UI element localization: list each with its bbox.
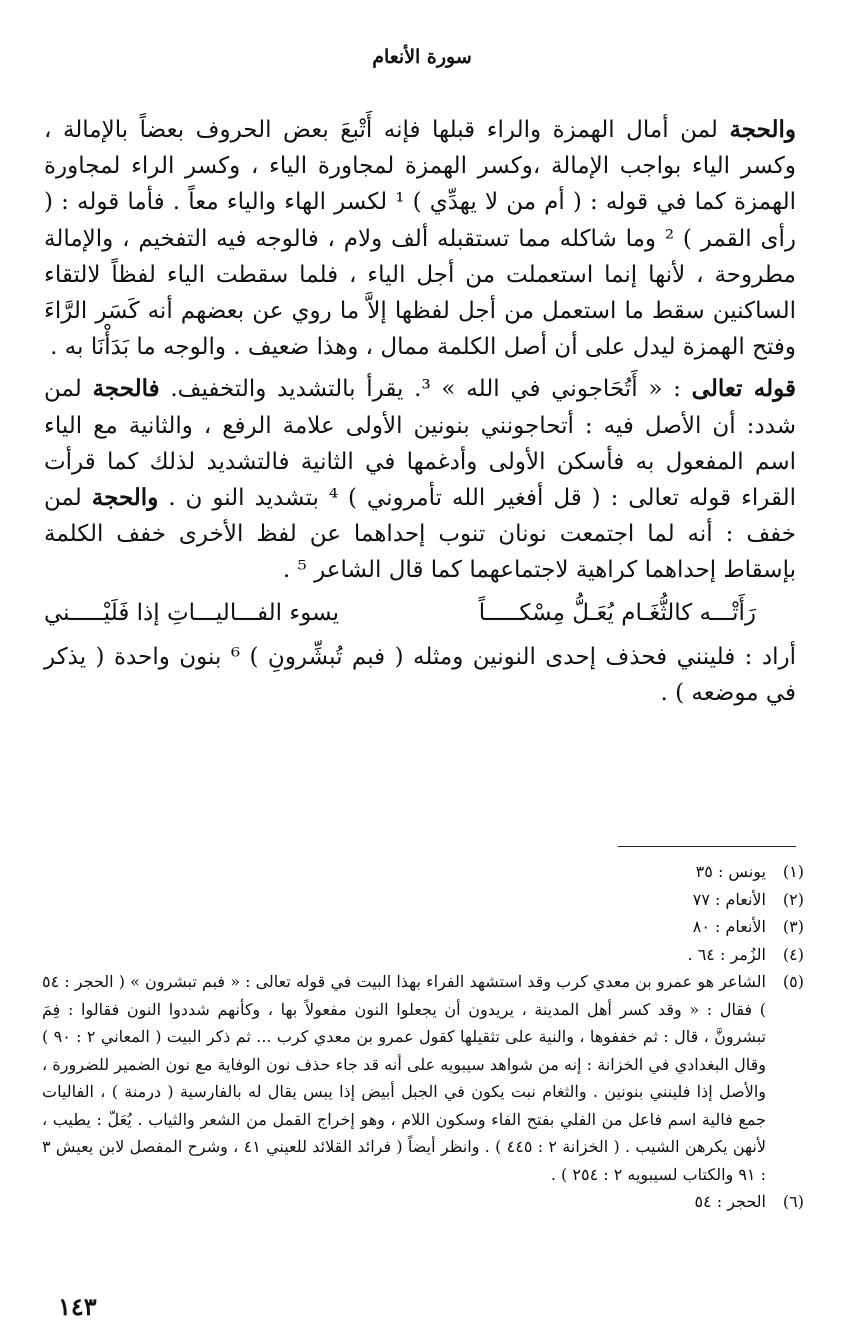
footnote-item <box>42 886 804 914</box>
footnote-number: (٤) <box>782 944 804 964</box>
footnote-number: (٥) <box>782 972 804 991</box>
paragraph-2-lead-b: فالحجة <box>92 375 160 403</box>
footnote-item <box>42 913 804 941</box>
footnote-text: الزُمر : ٦٤ . <box>687 944 766 964</box>
paragraph-2-text-a: : « أَتُحَاجوني في الله » ³. يقرأ بالتشديد والتخفيف. <box>159 376 692 403</box>
verse-first-hemistich: رَأَتْـــه كالثُّغَـام يُعَـلُّ مِسْكـــــاً <box>478 599 756 626</box>
footnote-separator <box>618 846 796 847</box>
footnote-item <box>42 941 804 969</box>
paragraph-2-lead-c: والحجة <box>91 484 159 512</box>
footnote-number: (٣) <box>782 917 804 936</box>
poetry-verse <box>44 595 796 635</box>
paragraph-3-text: أراد : فلينني فحذف إحدى النونين ومثله ( فبم تُبشِّرونِ ) ⁶ بنون واحدة ( يذكر في موضعه ) . <box>44 643 796 706</box>
footnote-text: الشاعر هو عمرو بن معدي كرب وقد استشهد الفراء بهذا البيت في قوله تعالى : « فبم تبشرون » ( الحجر : ٥٤ ) فقال : « وقد كسر أهل المدينة ، يريدون أن يجعلوا النون مفعولاً بها ، وكأنهم شددوا النون فقالوا : فِمَ تبشرونَّ ، قال : ثم خففوها ، والنية على تثقيلها كقول عمرو بن معدي كرب ... ثم ذكر البيت ( المعاني ٢ : ٩٠ ) وقال البغدادي في الخزانة : إنه من شواهد سيبويه على أنه قد جاء حذف نون الوفاية مع نون الضمير للضرورة ، والأصل إذا فلينني بنونين . والثغام نبت يكون في الجبل أبيض إذا يبس يقال له بالفارسية ( درمنة ) ، الفاليات جمع فالية اسم فاعل من الفلي بفتح الفاء وسكون اللام ، وهو إخراج القمل من الشعر والثياب . يُعَلّ : يطيب ، لأنهن يكرهن الشيب . ( الخزانة ٢ : ٤٤٥ ) . وانظر أيضاً ( فرائد القلائد للعيني ٤١ ، وشرح المفصل لابن يعيش ٣ : ٩١ والكتاب لسيبويه ٢ : ٢٥٤ ) . <box>42 972 767 1184</box>
footnote-number: (٢) <box>782 889 804 909</box>
paragraph-2-text-b: لمن شدد: أن الأصل فيه : أتحاجونني بنونين الأولى علامة الرفع ، والثانية مع الياء اسم المفعول به فأسكن الأولى وأدغمها في الثانية فالتشديد لذلك كما قرأت القراء قوله تعالى : ( قل أفغير الله تأمروني ) ⁴ بتشديد النو ن . <box>44 376 796 512</box>
footnote-item <box>42 1188 804 1216</box>
paragraph-2-text-c: لمن خفف : أنه لما اجتمعت نونان تنوب إحداهما عن لفظ الأخرى خفف الكلمة بإسقاط إحداهما كراهية لاجتماعهما كما قال الشاعر ⁵ . <box>44 485 796 584</box>
footnote-item <box>42 968 804 1188</box>
paragraph-2 <box>44 371 796 588</box>
paragraph-1-lead: والحجة <box>729 116 796 143</box>
main-text <box>44 112 796 717</box>
paragraph-2-lead: قوله تعالى <box>691 375 796 403</box>
footnote-text: يونس : ٣٥ <box>695 862 766 881</box>
paragraph-3 <box>44 639 796 711</box>
footnote-text: الحجر : ٥٤ <box>694 1192 766 1211</box>
footnote-text: الأنعام : ٧٧ <box>692 889 766 909</box>
footnotes <box>42 858 804 1216</box>
footnote-item <box>42 858 804 886</box>
running-header: سورة الأنعام <box>372 46 472 68</box>
verse-second-hemistich: يسوء الفـــاليـــاتِ إذا فَلَيْـــــني <box>44 599 340 626</box>
footnote-number: (١) <box>782 862 804 881</box>
page-number: ١٤٣ <box>58 1292 97 1321</box>
paragraph-1 <box>44 112 796 365</box>
footnote-text: الأنعام : ٨٠ <box>692 917 766 936</box>
footnote-number: (٦) <box>782 1192 804 1211</box>
paragraph-1-text: لمن أمال الهمزة والراء قبلها فإنه أَتْبعَ بعض الحروف بعضاً بالإمالة ، وكسر الياء بواجب الإمالة ،وكسر الهمزة لمجاورة الياء ، وكسر الراء لمجاورة الهمزة كما في قوله : ( أم من لا يهدِّي ) ¹ لكسر الهاء والياء معاً . فأما قوله : ( رأى القمر ) ² وما شاكله مما تستقبله ألف ولام ، فالوجه فيه التفخيم ، والإمالة مطروحة ، لأنها إنما استعملت من أجل الياء ، فلما سقطت الياء لفظاً لالتقاء الساكنين سقط ما استعمل من أجل لفظها إلاَّ ما روي عن بعضهم أنه كَسَر الرَّاءَ وفتح الهمزة ليدل على أن أصل الكلمة ممال ، وهذا ضعيف . والوجه ما بَدَأْنَا به . <box>44 117 797 361</box>
